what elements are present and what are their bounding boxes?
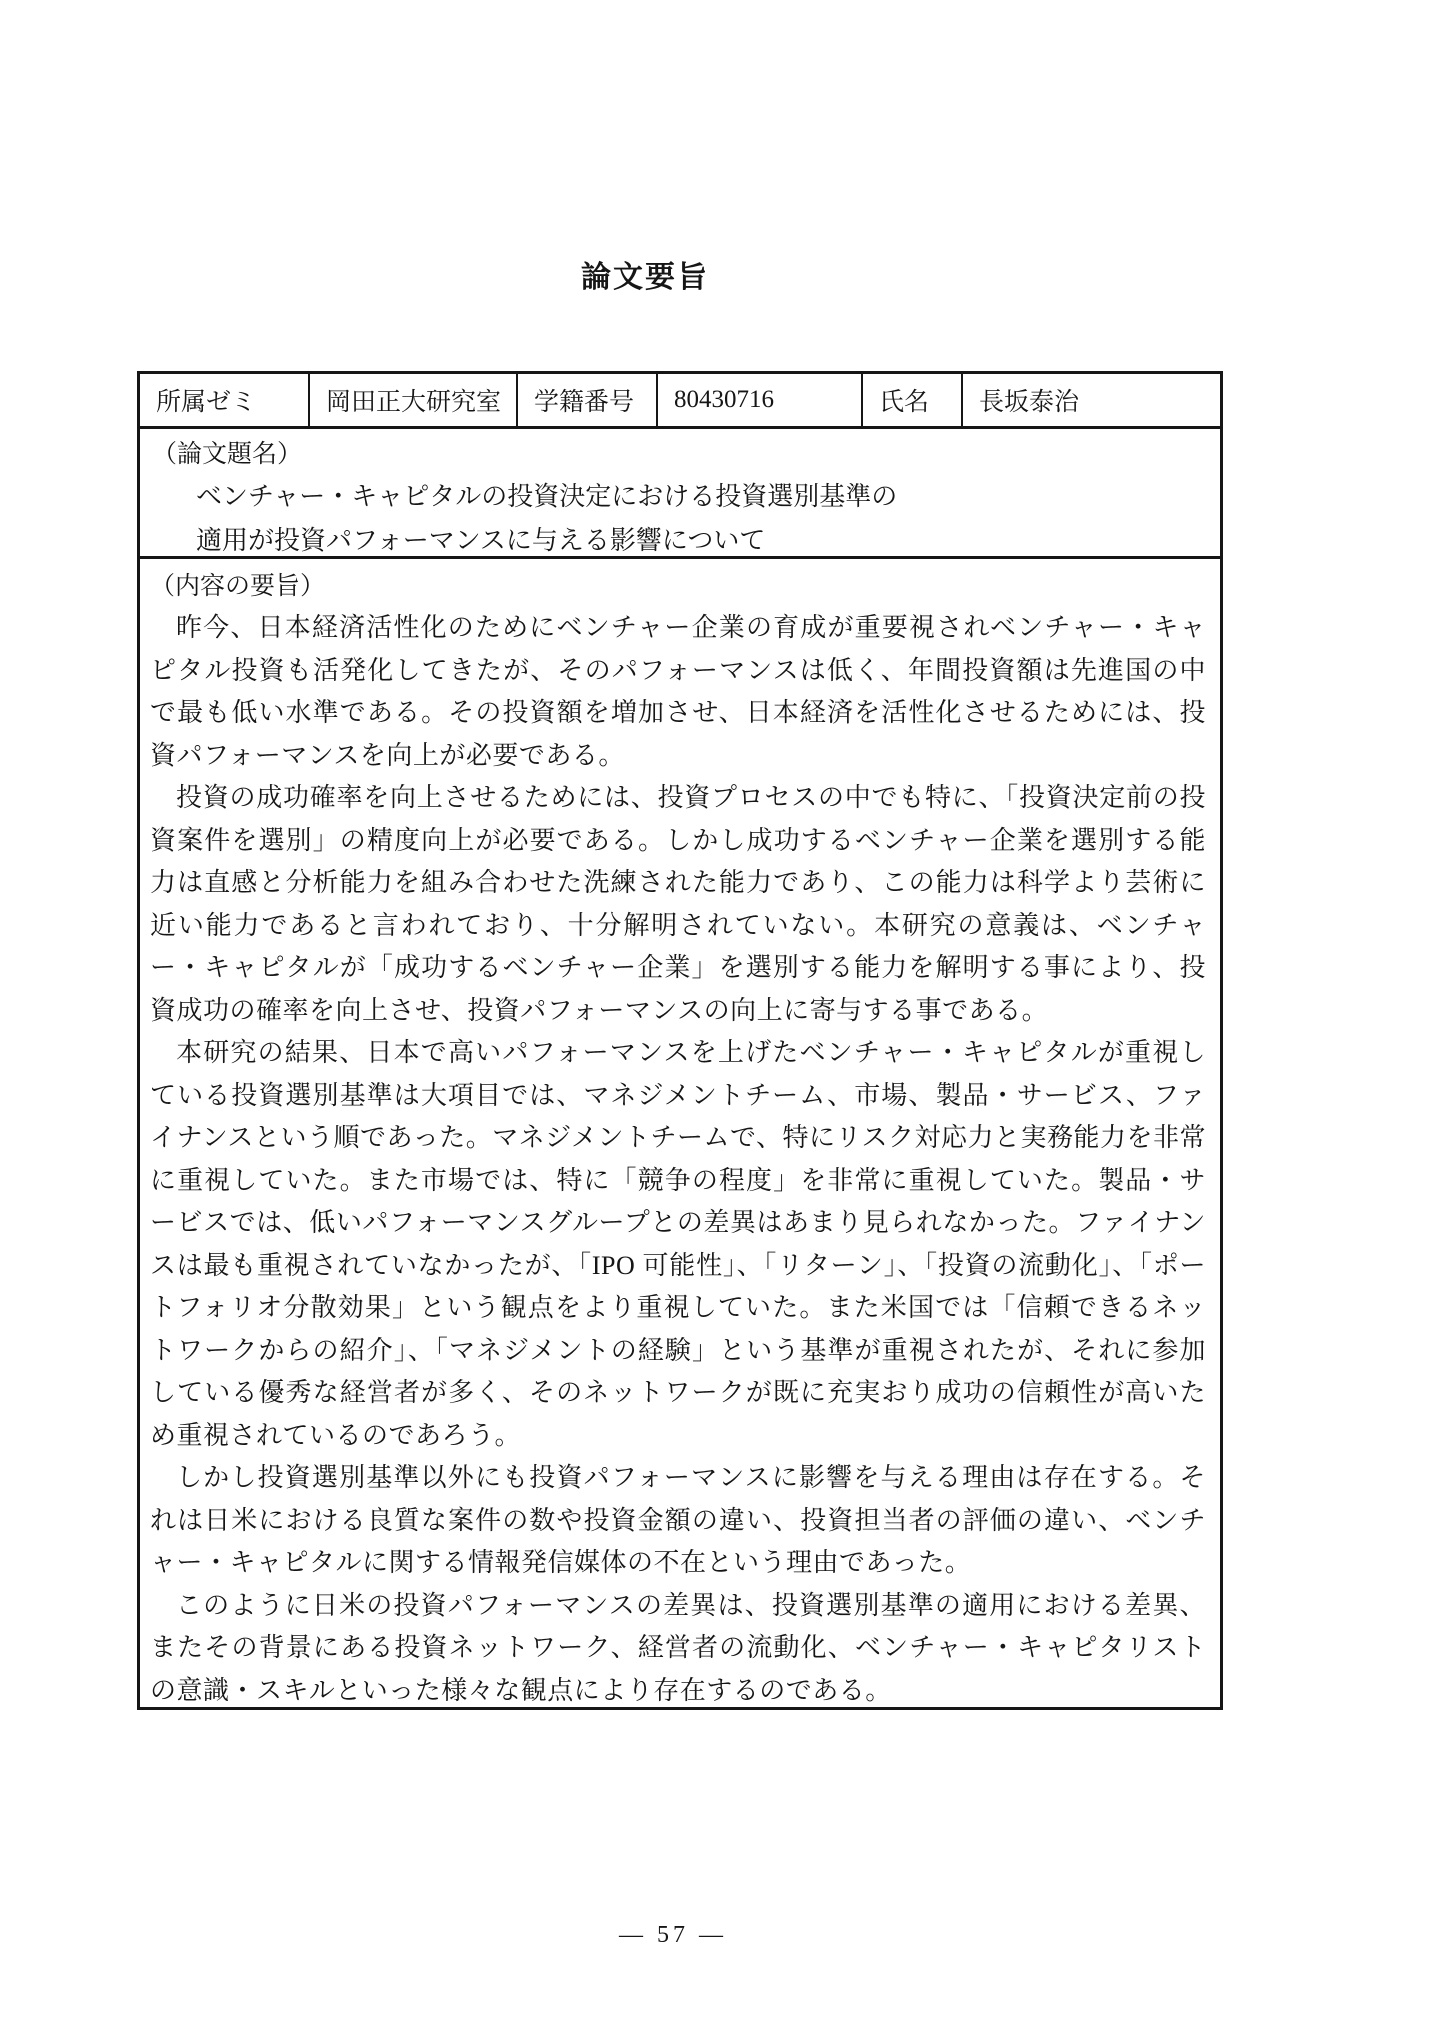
abstract-heading: （内容の要旨） <box>150 573 326 600</box>
student-id-label: 学籍番号 <box>518 374 658 426</box>
abstract-section <box>140 559 1220 1707</box>
thesis-abstract-table <box>137 371 1223 1710</box>
page-number: ― 57 ― <box>619 1922 727 1948</box>
thesis-title-section <box>140 429 1220 559</box>
abstract-paragraph-1: 昨今、日本経済活性化のためにベンチャー企業の育成が重要視されベンチャー・キャピタル投資も活発化してきたが、そのパフォーマンスは低く、年間投資額は先進国の中で最も低い水準である。その投資額を増加させ、日本経済を活性化させるためには、投資パフォーマンスを向上が必要である。 <box>150 613 1206 770</box>
thesis-title-line-2: 適用が投資パフォーマンスに与える影響について <box>196 526 766 555</box>
header-row <box>140 374 1220 429</box>
seminar-value: 岡田正大研究室 <box>310 374 518 426</box>
seminar-label: 所属ゼミ <box>140 374 310 426</box>
name-label: 氏名 <box>863 374 963 426</box>
abstract-paragraph-4: しかし投資選別基準以外にも投資パフォーマンスに影響を与える理由は存在する。それは日米における良質な案件の数や投資金額の違い、投資担当者の評価の違い、ベンチャー・キャピタルに関する情報発信媒体の不在という理由であった。 <box>150 1463 1206 1577</box>
abstract-paragraph-3: 本研究の結果、日本で高いパフォーマンスを上げたベンチャー・キャピタルが重視している投資選別基準は大項目では、マネジメントチーム、市場、製品・サービス、ファイナンスという順であった。マネジメントチームで、特にリスク対応力と実務能力を非常に重視していた。また市場では、特に「競争の程度」を非常に重視していた。製品・サービスでは、低いパフォーマンスグループとの差異はあまり見られなかった。ファイナンスは最も重視されていなかったが、「IPO 可能性」、「リターン」、「投資の流動化」、「ポートフォリオ分散効果」という観点をより重視していた。また米国では「信頼できるネットワークからの紹介」、「マネジメントの経験」という基準が重視されたが、それに参加している優秀な経営者が多く、そのネットワークが既に充実おり成功の信頼性が高いため重視されているのであろう。 <box>150 1038 1206 1450</box>
abstract-paragraph-5: このように日米の投資パフォーマンスの差異は、投資選別基準の適用における差異、またその背景にある投資ネットワーク、経営者の流動化、ベンチャー・キャピタリストの意識・スキルといった様々な観点により存在するのである。 <box>150 1590 1206 1705</box>
name-value: 長坂泰治 <box>979 389 1080 416</box>
thesis-title-line-1: ベンチャー・キャピタルの投資決定における投資選別基準の <box>196 482 898 511</box>
page-title: 論文要旨 <box>581 261 709 294</box>
abstract-paragraph-2: 投資の成功確率を向上させるためには、投資プロセスの中でも特に、「投資決定前の投資案件を選別」の精度向上が必要である。しかし成功するベンチャー企業を選別する能力は直感と分析能力を組み合わせた洗練された能力であり、この能力は科学より芸術に近い能力であると言われており、十分解明されていない。本研究の意義は、ベンチャー・キャピタルが「成功するベンチャー企業」を選別する能力を解明する事により、投資成功の確率を向上させ、投資パフォーマンスの向上に寄与する事である。 <box>150 783 1206 1025</box>
student-id-value: 80430716 <box>658 374 863 426</box>
thesis-title-heading: （論文題名） <box>152 441 303 468</box>
